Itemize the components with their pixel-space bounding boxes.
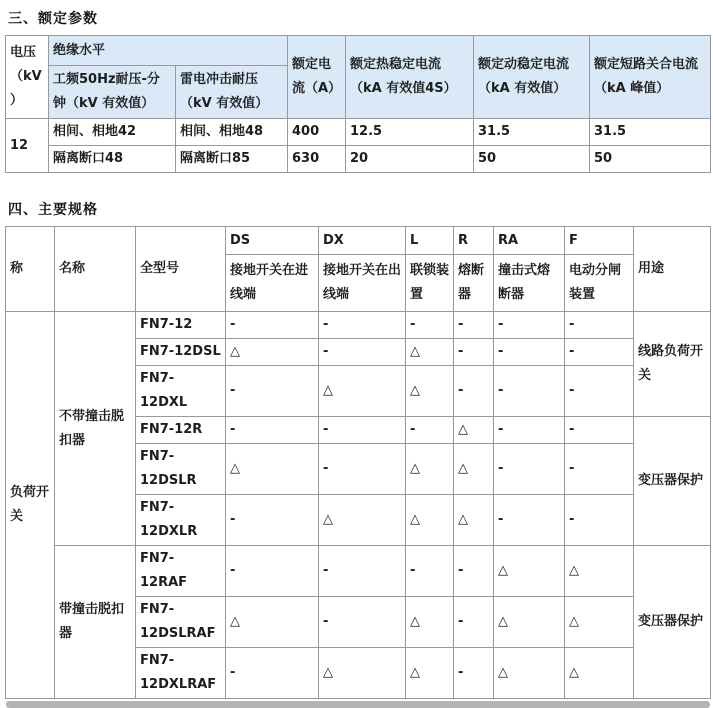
- main-specs-title: 四、主要规格: [8, 202, 98, 218]
- cell-model: FN7-12DSL: [136, 339, 226, 366]
- horizontal-scrollbar[interactable]: [6, 701, 710, 708]
- header-ra: RA: [494, 227, 565, 255]
- table-row: [6, 546, 711, 597]
- cell-model: FN7-12RAF: [136, 546, 226, 597]
- table-row: [6, 227, 711, 255]
- cell-model: FN7-12DSLR: [136, 444, 226, 495]
- cell-r: △: [454, 444, 494, 495]
- table-row: [6, 36, 711, 66]
- cell-r: △: [454, 417, 494, 444]
- cell-ds: △: [226, 597, 319, 648]
- header-l-desc: 联锁装置: [406, 255, 454, 312]
- cell-making: 50: [590, 146, 711, 173]
- table-row: [6, 146, 711, 173]
- header-f-desc: 电动分闸装置: [565, 255, 634, 312]
- cell-l: △: [406, 597, 454, 648]
- cell-f: -: [565, 495, 634, 546]
- cell-l: △: [406, 495, 454, 546]
- header-dynamic-stability-current: 额定动稳定电流（kA 有效值）: [474, 36, 590, 119]
- cell-making: 31.5: [590, 119, 711, 146]
- cell-r: -: [454, 366, 494, 417]
- cell-l: △: [406, 366, 454, 417]
- cell-group-with-striker: 带撞击脱扣器: [55, 546, 136, 699]
- header-voltage: 电压（kV）: [6, 36, 49, 119]
- cell-ds: △: [226, 444, 319, 495]
- cell-l: △: [406, 444, 454, 495]
- cell-dx: △: [319, 495, 406, 546]
- cell-r: △: [454, 495, 494, 546]
- cell-model: FN7-12DSLRAF: [136, 597, 226, 648]
- header-insulation-level: 绝缘水平: [49, 36, 288, 66]
- cell-model: FN7-12: [136, 312, 226, 339]
- cell-model: FN7-12R: [136, 417, 226, 444]
- cell-ds: △: [226, 339, 319, 366]
- cell-thermal: 12.5: [346, 119, 474, 146]
- cell-dx: -: [319, 597, 406, 648]
- cell-use-line: 线路负荷开关: [634, 312, 711, 417]
- cell-l: -: [406, 417, 454, 444]
- table-row: [6, 312, 711, 339]
- cell-f: -: [565, 339, 634, 366]
- cell-ra: △: [494, 597, 565, 648]
- rated-parameters-title: 三、额定参数: [8, 11, 98, 27]
- cell-dx: -: [319, 312, 406, 339]
- cell-current: 630: [288, 146, 346, 173]
- cell-current: 400: [288, 119, 346, 146]
- cell-ds: -: [226, 546, 319, 597]
- cell-r: -: [454, 339, 494, 366]
- cell-f: △: [565, 648, 634, 699]
- header-use: 用途: [634, 227, 711, 312]
- header-r: R: [454, 227, 494, 255]
- header-dx-desc: 接地开关在出线端: [319, 255, 406, 312]
- cell-r: -: [454, 312, 494, 339]
- cell-dynamic: 50: [474, 146, 590, 173]
- header-rated-current: 额定电流（A）: [288, 36, 346, 119]
- cell-ds: -: [226, 312, 319, 339]
- cell-use-transformer: 变压器保护: [634, 546, 711, 699]
- cell-ds: -: [226, 648, 319, 699]
- cell-l: -: [406, 546, 454, 597]
- header-r-desc: 熔断器: [454, 255, 494, 312]
- cell-dx: -: [319, 417, 406, 444]
- header-name: 名称: [55, 227, 136, 312]
- cell-r: -: [454, 648, 494, 699]
- cell-ra: -: [494, 366, 565, 417]
- cell-group-without-striker: 不带撞击脱扣器: [55, 312, 136, 546]
- header-ds-desc: 接地开关在进线端: [226, 255, 319, 312]
- cell-ra: -: [494, 495, 565, 546]
- cell-f: △: [565, 597, 634, 648]
- cell-r: -: [454, 546, 494, 597]
- cell-model: FN7-12DXLR: [136, 495, 226, 546]
- header-f: F: [565, 227, 634, 255]
- header-thermal-stability-current: 额定热稳定电流（kA 有效值4S）: [346, 36, 474, 119]
- cell-f: -: [565, 312, 634, 339]
- cell-dx: △: [319, 366, 406, 417]
- cell-f: -: [565, 417, 634, 444]
- header-l: L: [406, 227, 454, 255]
- header-full-model: 全型号: [136, 227, 226, 312]
- cell-ra: △: [494, 648, 565, 699]
- rated-parameters-table: [5, 35, 711, 173]
- header-dx: DX: [319, 227, 406, 255]
- cell-l: -: [406, 312, 454, 339]
- cell-ra: -: [494, 444, 565, 495]
- cell-dx: -: [319, 546, 406, 597]
- cell-l: △: [406, 339, 454, 366]
- header-ra-desc: 撞击式熔断器: [494, 255, 565, 312]
- cell-ds: -: [226, 417, 319, 444]
- cell-ds: -: [226, 495, 319, 546]
- cell-dx: △: [319, 648, 406, 699]
- cell-f: -: [565, 366, 634, 417]
- cell-f: -: [565, 444, 634, 495]
- header-lightning-impulse-withstand: 雷电冲击耐压（kV 有效值）: [176, 66, 288, 119]
- cell-dynamic: 31.5: [474, 119, 590, 146]
- cell-power-freq: 隔离断口48: [49, 146, 176, 173]
- header-short-circuit-making-current: 额定短路关合电流（kA 峰值）: [590, 36, 711, 119]
- cell-voltage-value: 12: [6, 119, 49, 173]
- header-category: 称: [6, 227, 55, 312]
- cell-thermal: 20: [346, 146, 474, 173]
- table-row: [6, 119, 711, 146]
- cell-ra: -: [494, 417, 565, 444]
- cell-model: FN7-12DXLRAF: [136, 648, 226, 699]
- cell-dx: -: [319, 444, 406, 495]
- cell-lightning: 相间、相地48: [176, 119, 288, 146]
- cell-r: -: [454, 597, 494, 648]
- cell-ra: △: [494, 546, 565, 597]
- cell-l: △: [406, 648, 454, 699]
- main-specs-table: [5, 226, 711, 699]
- cell-ra: -: [494, 339, 565, 366]
- cell-power-freq: 相间、相地42: [49, 119, 176, 146]
- cell-f: △: [565, 546, 634, 597]
- cell-ds: -: [226, 366, 319, 417]
- cell-dx: -: [319, 339, 406, 366]
- cell-ra: -: [494, 312, 565, 339]
- header-power-frequency-withstand: 工频50Hz耐压-分钟（kV 有效值）: [49, 66, 176, 119]
- header-ds: DS: [226, 227, 319, 255]
- cell-use-transformer: 变压器保护: [634, 417, 711, 546]
- cell-lightning: 隔离断口85: [176, 146, 288, 173]
- cell-model: FN7-12DXL: [136, 366, 226, 417]
- cell-category: 负荷开关: [6, 312, 55, 699]
